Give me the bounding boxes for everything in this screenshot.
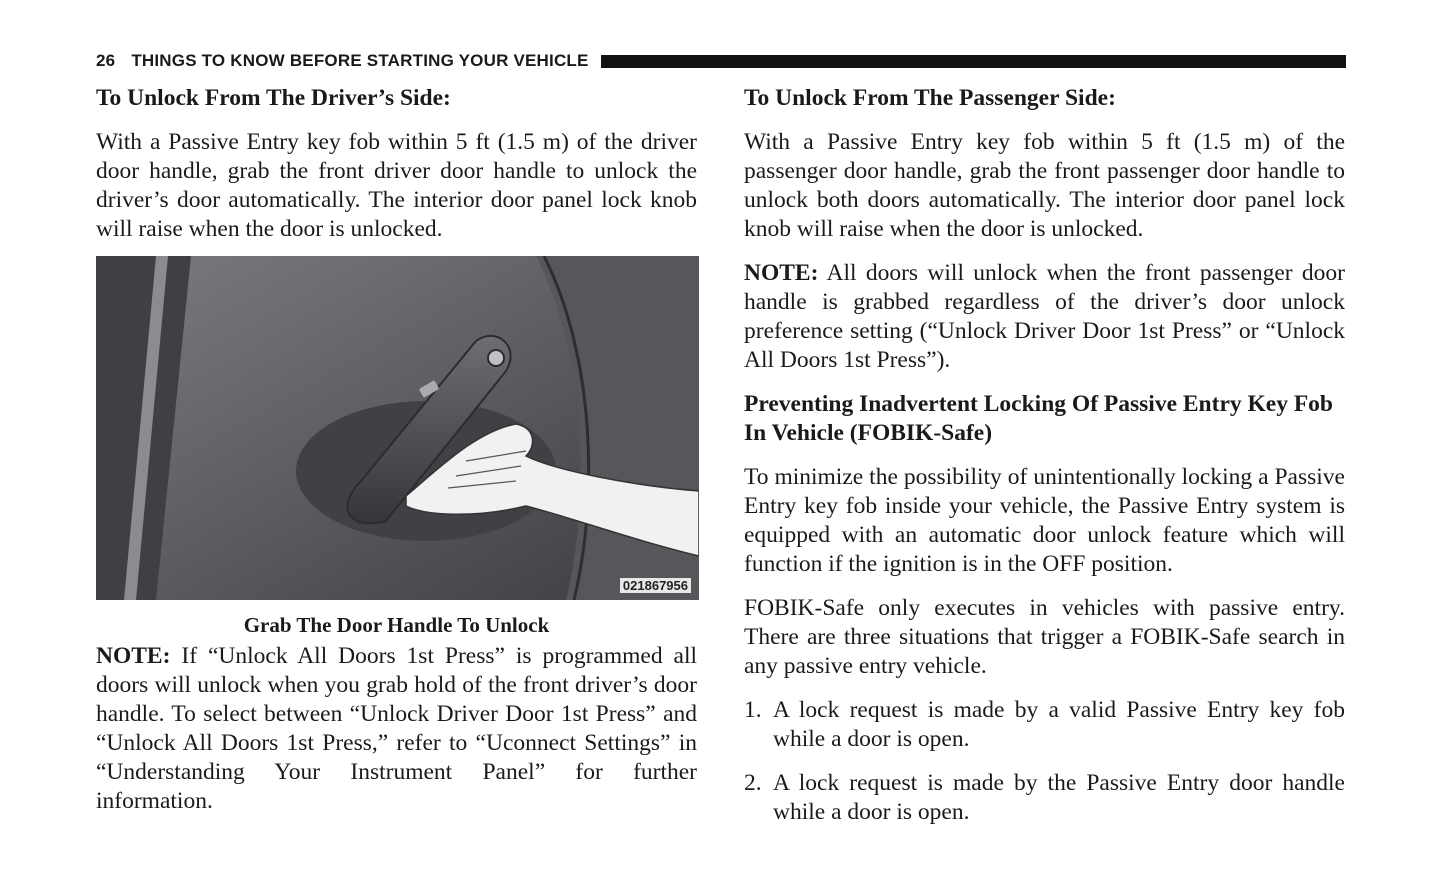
fobik-safe-situations-paragraph: FOBIK-Safe only executes in vehicles with passive entry. There are three situations that trigger a FOBIK-Safe search in any passive entry vehicle.: [744, 595, 1345, 679]
page-header: [96, 50, 1346, 72]
heading-fobik-safe: Preventing Inadvertent Locking Of Passive Entry Key Fob In Vehicle (FOBIK-Safe): [744, 391, 1334, 446]
heading-passenger-side: To Unlock From The Passenger Side:: [744, 85, 1116, 111]
page-number: 26: [96, 51, 116, 70]
note-label: NOTE:: [744, 260, 819, 286]
section-title: THINGS TO KNOW BEFORE STARTING YOUR VEHICLE: [131, 51, 589, 70]
list-item-number: 1.: [744, 697, 762, 723]
note-text: All doors will unlock when the front passenger door handle is grabbed regardless of the driver’s door unlock preference setting (“Unlock Driver Door 1st Press” or “Unlock All Doors 1st Press”).: [744, 260, 1345, 373]
door-handle-figure: [96, 256, 699, 600]
driver-side-note: [96, 642, 697, 816]
left-column: [96, 84, 697, 816]
list-item-text: A lock request is made by a valid Passive Entry key fob while a door is open.: [773, 697, 1345, 752]
heading-driver-side: To Unlock From The Driver’s Side:: [96, 85, 451, 111]
list-item: [744, 696, 1345, 754]
door-handle-illustration: [96, 256, 699, 600]
note-label: NOTE:: [96, 643, 171, 669]
trigger-situations-list: [744, 696, 1345, 827]
list-item-number: 2.: [744, 770, 762, 796]
header-rule: [601, 55, 1346, 68]
list-item-text: A lock request is made by the Passive Entry door handle while a door is open.: [773, 770, 1345, 825]
list-item: [744, 769, 1345, 827]
passenger-side-paragraph: With a Passive Entry key fob within 5 ft (1.5 m) of the passenger door handle, grab the front passenger door handle to unlock both doors automatically. The interior door panel lock knob will raise when the door is unlocked.: [744, 129, 1345, 242]
fobik-safe-paragraph: To minimize the possibility of unintentionally locking a Passive Entry key fob inside your vehicle, the Passive Entry system is equipped with an automatic door unlock feature which will function if the ignition is in the OFF position.: [744, 464, 1345, 577]
right-column: [744, 84, 1345, 827]
figure-caption: Grab The Door Handle To Unlock: [243, 613, 550, 637]
driver-side-paragraph: With a Passive Entry key fob within 5 ft (1.5 m) of the driver door handle, grab the front driver door handle to unlock the driver’s door automatically. The interior door panel lock knob will raise when the door is unlocked.: [96, 129, 697, 242]
note-text: If “Unlock All Doors 1st Press” is programmed all doors will unlock when you grab hold of the front driver’s door handle. To select between “Unlock Driver Door 1st Press” and “Unlock All Doors 1st Press,” refer to “Uconnect Settings” in “Understanding Your Instrument Panel” for further information.: [96, 643, 697, 814]
figure-code: 021867956: [620, 578, 691, 593]
passenger-side-note: [744, 259, 1345, 375]
